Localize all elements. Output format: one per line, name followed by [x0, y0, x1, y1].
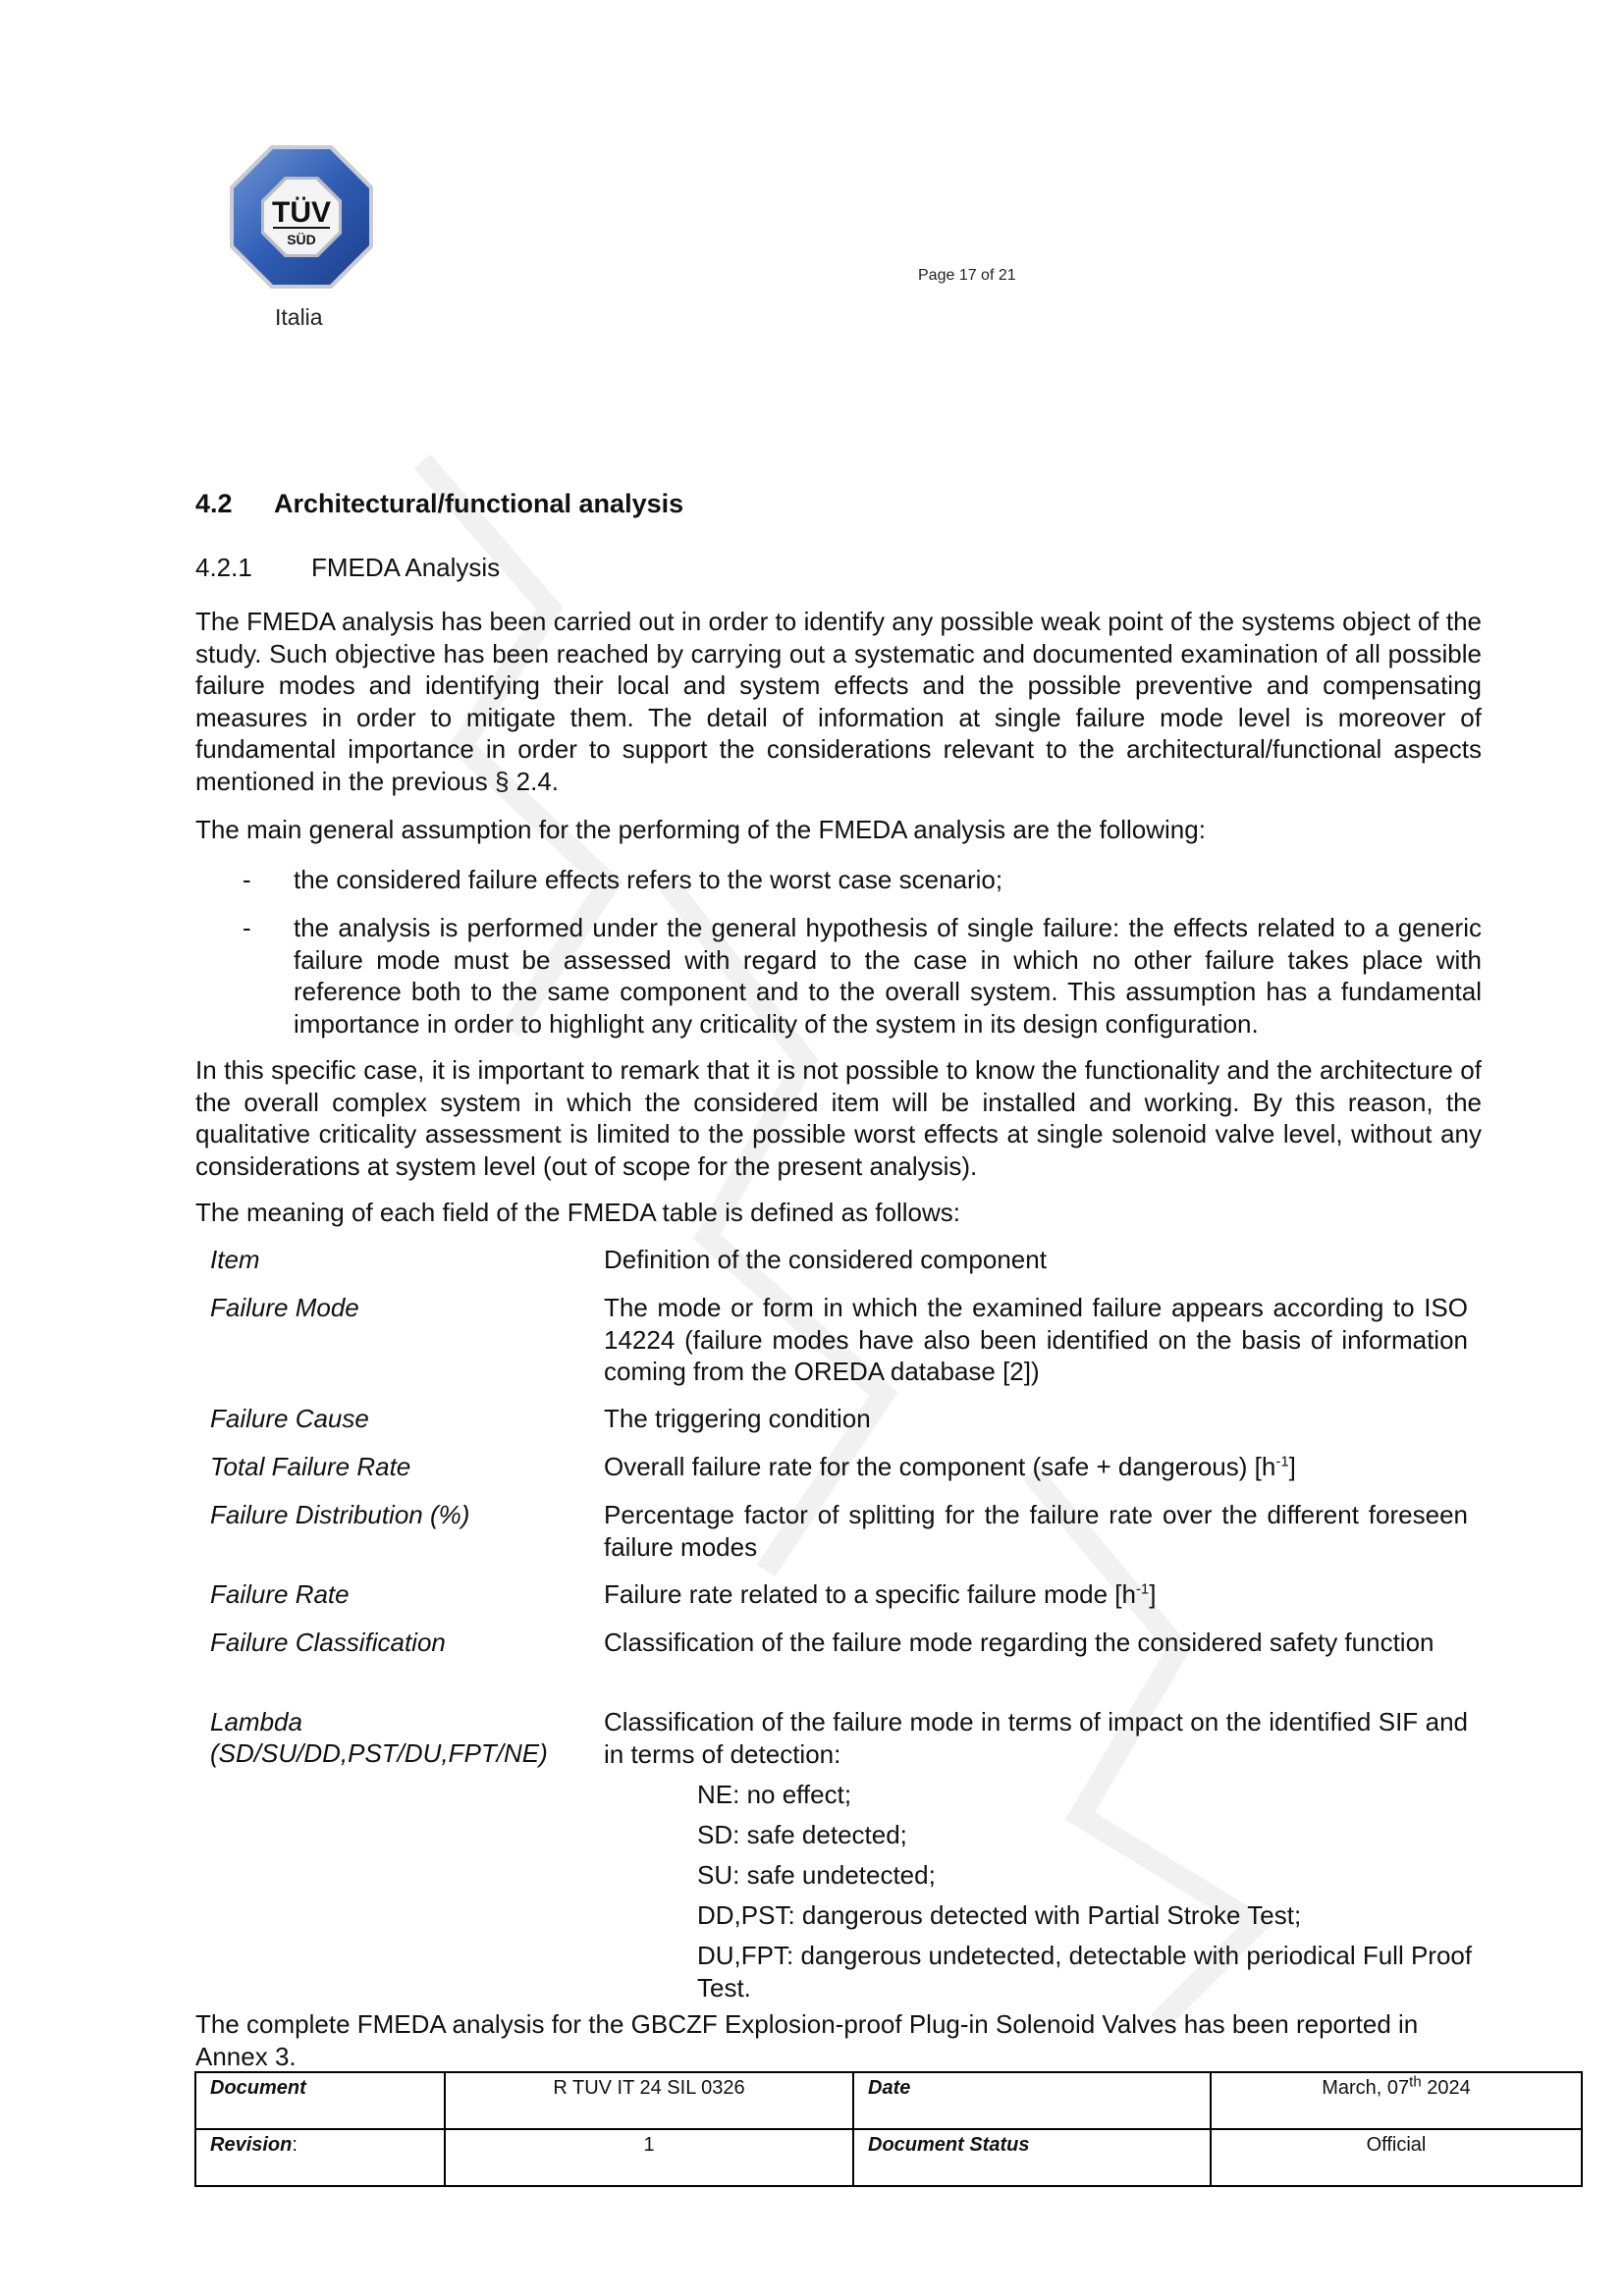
revision-label-text: Revision: [210, 2134, 293, 2156]
date-value: [1211, 2072, 1582, 2129]
definition-term-line1: Lambda: [210, 1707, 302, 1736]
lambda-item: DU,FPT: dangerous undetected, detectable with periodical Full Proof Test.: [697, 1941, 1473, 2002]
definition-term: Failure Distribution (%): [210, 1500, 470, 1529]
date-year: 2024: [1421, 2077, 1471, 2099]
bullet-marker: -: [243, 865, 251, 894]
definition-desc: Definition of the considered component: [604, 1245, 1047, 1274]
date-value-main: March, 07: [1322, 2077, 1410, 2099]
subsection-number: 4.2.1: [195, 553, 252, 582]
definition-desc-end: ]: [1149, 1579, 1157, 1609]
conclusion-paragraph: The complete FMEDA analysis for the GBCZF Explosion-proof Plug-in Solenoid Valves has been reported in Annex 3.: [195, 2009, 1419, 2071]
section-number: 4.2: [195, 489, 233, 518]
unit-superscript: -1: [1275, 1453, 1289, 1470]
revision-value: 1: [445, 2129, 853, 2186]
footer-row-revision: [195, 2129, 1582, 2186]
definition-term: Failure Cause: [210, 1404, 369, 1433]
specific-case-paragraph: In this specific case, it is important to remark that it is not possible to know the functionality and the architecture of the overall complex system in which the considered item will be installed and working. By this reason, the qualitative criticality assessment is limited to the possible worst effects at single solenoid valve level, without any considerations at system level (out of scope for the present analysis).: [195, 1055, 1482, 1181]
fields-intro: The meaning of each field of the FMEDA table is defined as follows:: [195, 1198, 960, 1227]
definition-desc: Percentage factor of splitting for the failure rate over the different foreseen failure modes: [604, 1500, 1468, 1562]
bullet-marker: -: [243, 913, 251, 942]
lambda-item: SU: safe undetected;: [697, 1860, 936, 1890]
unit-superscript: -1: [1135, 1580, 1150, 1598]
definition-desc: Classification of the failure mode regarding the considered safety function: [604, 1628, 1435, 1657]
revision-colon: :: [292, 2134, 298, 2156]
definition-term: Failure Mode: [210, 1293, 359, 1322]
definition-term: Total Failure Rate: [210, 1452, 411, 1481]
section-heading: [195, 489, 683, 519]
date-label: Date: [853, 2072, 1211, 2129]
assumption-item: the analysis is performed under the general hypothesis of single failure: the effects related to a generic failure mode must be assessed with regard to the case in which no other failure takes place with reference both to the same component and to the overall system. This assumption has a fundamental importance in order to highlight any criticality of the system in its design configuration.: [294, 913, 1482, 1039]
assumptions-intro: The main general assumption for the performing of the FMEDA analysis are the following:: [195, 815, 1206, 844]
document-footer-table: [194, 2071, 1583, 2187]
date-ordinal: th: [1409, 2073, 1422, 2091]
definition-term: Item: [210, 1245, 260, 1274]
subsection-title: FMEDA Analysis: [311, 553, 501, 582]
definition-desc: The triggering condition: [604, 1404, 871, 1433]
document-value: R TUV IT 24 SIL 0326: [445, 2072, 853, 2129]
lambda-item: DD,PST: dangerous detected with Partial Stroke Test;: [697, 1900, 1302, 1930]
document-label: Document: [195, 2072, 445, 2129]
definition-desc: [604, 1451, 1468, 1483]
lambda-item: SD: safe detected;: [697, 1820, 907, 1849]
status-label: Document Status: [853, 2129, 1211, 2186]
logo-brand-top: TÜV: [272, 196, 331, 229]
assumption-item: the considered failure effects refers to the worst case scenario;: [294, 865, 1003, 894]
logo-brand-bottom: SÜD: [287, 232, 316, 247]
status-value: Official: [1211, 2129, 1582, 2186]
definition-desc-text: Overall failure rate for the component (safe + dangerous) [h: [604, 1452, 1276, 1481]
lambda-item: NE: no effect;: [697, 1780, 852, 1809]
tuv-sud-octagon-icon: [228, 143, 375, 291]
intro-paragraph: The FMEDA analysis has been carried out in order to identify any possible weak point of the systems object of the study. Such objective has been reached by carrying out a systematic and documented examination of all possible failure modes and identifying their local and system effects and the possible preventive and compensating measures in order to mitigate them. The detail of information at single failure mode level is moreover of fundamental importance in order to support the considerations relevant to the architectural/functional aspects mentioned in the previous § 2.4.: [195, 607, 1482, 796]
definition-desc-text: Failure rate related to a specific failure mode [h: [604, 1579, 1136, 1609]
definition-desc: Classification of the failure mode in terms of impact on the identified SIF and in terms of detection:: [604, 1707, 1468, 1769]
definition-term: Failure Rate: [210, 1579, 350, 1609]
page-number: Page 17 of 21: [918, 267, 1016, 284]
definition-term-line2: (SD/SU/DD,PST/DU,FPT/NE): [210, 1738, 548, 1768]
section-title: Architectural/functional analysis: [274, 489, 684, 518]
definition-term: Failure Classification: [210, 1628, 446, 1657]
logo-caption: Italia: [275, 304, 323, 330]
definition-desc-end: ]: [1288, 1452, 1296, 1481]
definition-desc: [604, 1578, 1468, 1611]
revision-label: [195, 2129, 445, 2186]
subsection-heading: [195, 553, 500, 583]
definition-desc: The mode or form in which the examined failure appears according to ISO 14224 (failure modes have also been identified on the basis of information coming from the OREDA database [2]): [604, 1293, 1468, 1386]
footer-row-document: [195, 2072, 1582, 2129]
tuv-sud-logo: [228, 143, 375, 291]
